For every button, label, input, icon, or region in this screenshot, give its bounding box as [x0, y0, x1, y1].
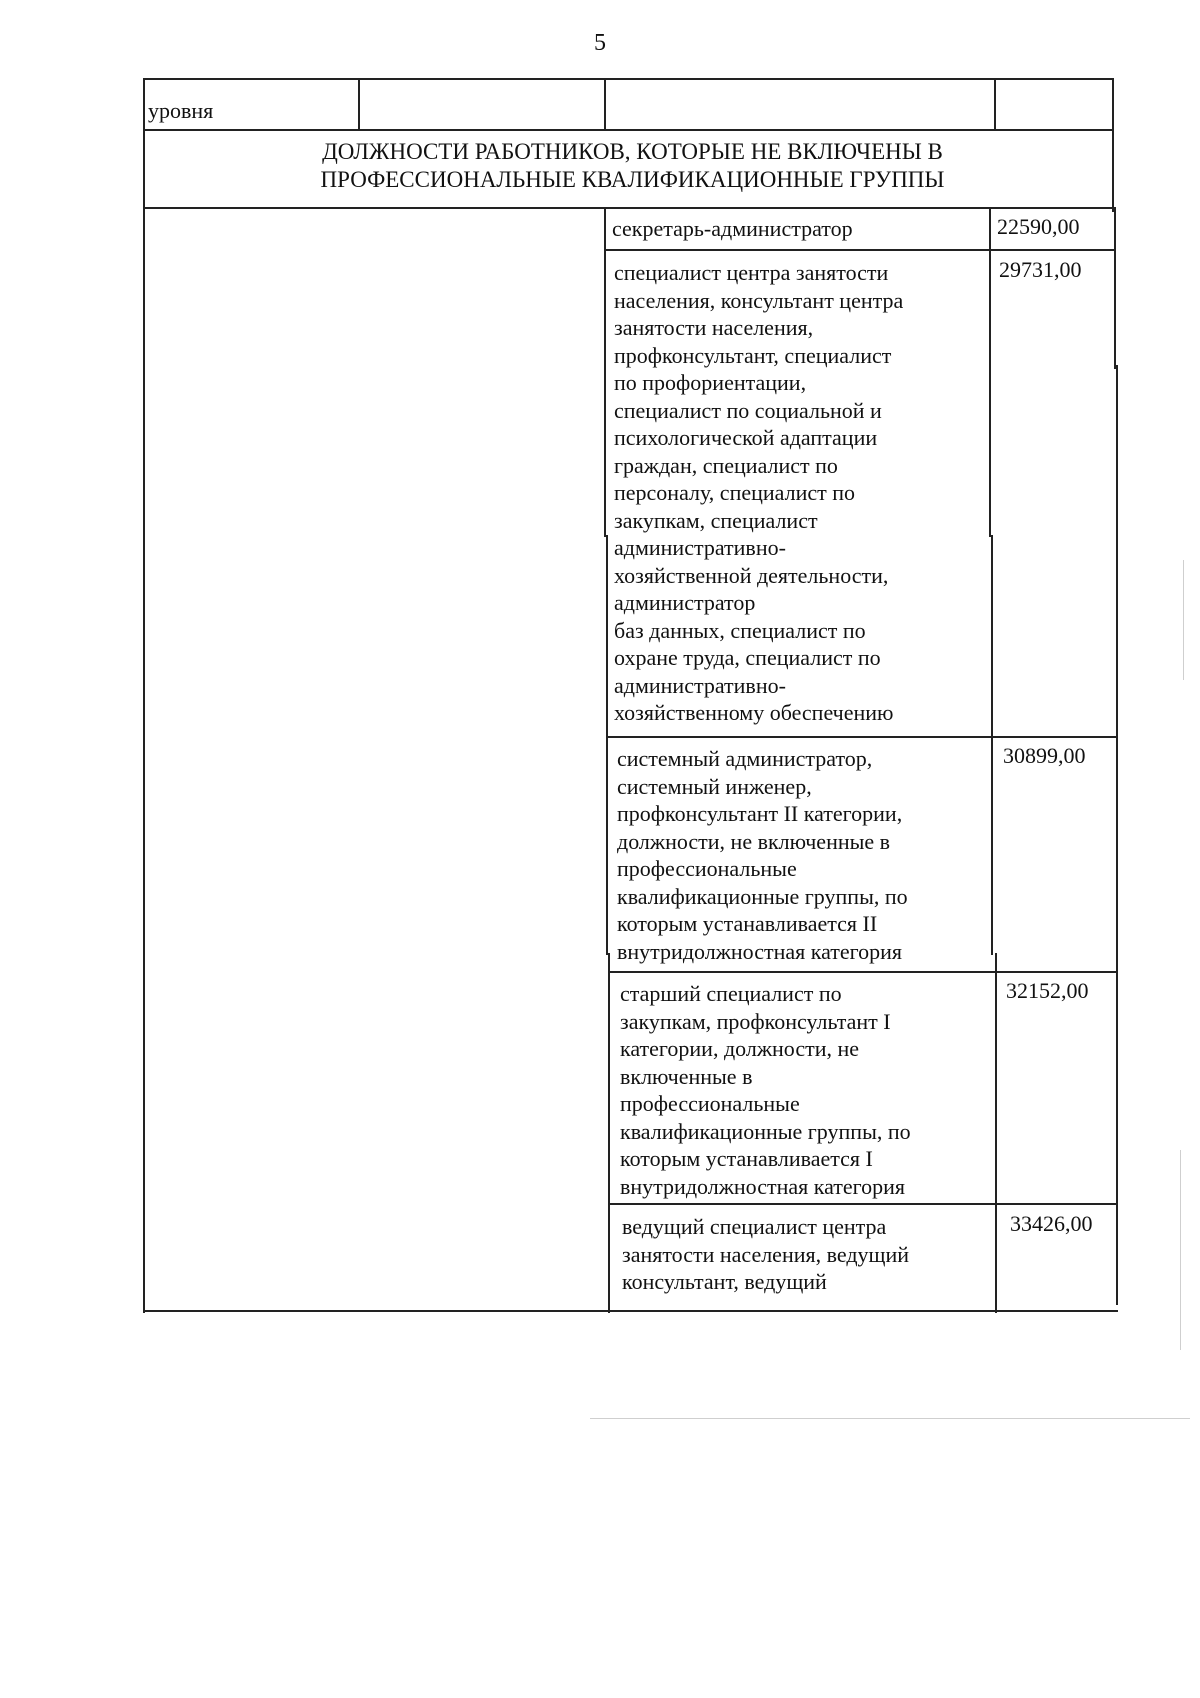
- table-col-divider: [995, 953, 997, 1313]
- scan-artifact: [590, 1418, 1190, 1419]
- top-row-label: уровня: [148, 98, 214, 123]
- table-border-left: [143, 78, 145, 1313]
- table-col-divider: [604, 78, 606, 131]
- table-border-right: [1114, 209, 1116, 369]
- table-row-divider: [606, 736, 1116, 738]
- table-col-divider: [606, 535, 608, 955]
- table-col-divider: [994, 78, 996, 131]
- table-border-right: [1116, 365, 1118, 1305]
- table-border-bottom: [143, 1310, 1118, 1312]
- salary-value: 32152,00: [1006, 978, 1089, 1003]
- table-row-divider: [610, 1203, 1118, 1205]
- page-number: 5: [594, 30, 606, 56]
- salary-value: 22590,00: [997, 214, 1080, 239]
- table-border-top: [143, 78, 1114, 80]
- salary-value: 30899,00: [1003, 743, 1086, 768]
- table-col-divider: [608, 953, 610, 1313]
- table-col-divider: [604, 207, 606, 537]
- table-row-divider: [143, 207, 1116, 209]
- scan-artifact: [1180, 1150, 1181, 1350]
- table-row-divider: [143, 129, 1114, 131]
- position-description: специалист центра занятости населения, консультант центра занятости населения, профконсультант, специалист по профориентации, специалист по социальной и психологической адаптации граждан, специалист по персоналу, специалист по закупкам, специалист административно- хозяйственной деятельности, администратор баз данных, специалист по охране труда, специалист по административно- хозяйственному обеспечению: [614, 260, 904, 725]
- table-col-divider: [989, 207, 991, 537]
- scan-artifact: [1183, 560, 1184, 680]
- position-description: старший специалист по закупкам, профконсультант I категории, должности, не включенные в профессиональные квалификационные группы, по которым устанавливается I внутридолжностная категория: [620, 981, 911, 1199]
- salary-value: 33426,00: [1010, 1211, 1093, 1236]
- position-description: системный администратор, системный инженер, профконсультант II категории, должности, не включенные в профессиональные квалификационные группы, по которым устанавливается II внутридолжностная категория: [617, 746, 908, 964]
- salary-value: 29731,00: [999, 257, 1082, 282]
- table-row-divider: [608, 971, 1118, 973]
- section-header-line2: ПРОФЕССИОНАЛЬНЫЕ КВАЛИФИКАЦИОННЫЕ ГРУППЫ: [320, 167, 945, 192]
- table-row-divider: [604, 249, 1114, 251]
- section-header-line1: ДОЛЖНОСТИ РАБОТНИКОВ, КОТОРЫЕ НЕ ВКЛЮЧЕНЫ В: [322, 139, 943, 164]
- position-description: ведущий специалист центра занятости населения, ведущий консультант, ведущий: [622, 1214, 910, 1294]
- table-col-divider: [991, 535, 993, 955]
- position-description: секретарь-администратор: [612, 216, 853, 241]
- table-col-divider: [358, 78, 360, 131]
